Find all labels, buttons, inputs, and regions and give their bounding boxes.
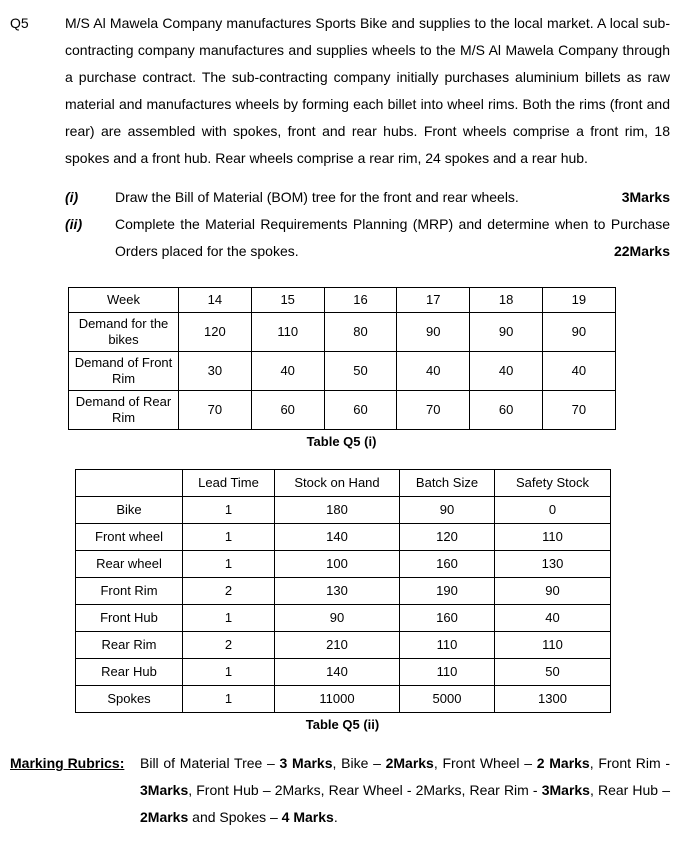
inventory-table-caption: Table Q5 (ii)	[305, 717, 380, 732]
cell-value: 130	[275, 578, 400, 605]
row-label: Bike	[76, 497, 183, 524]
row-label: Spokes	[76, 686, 183, 713]
row-label: Rear Hub	[76, 659, 183, 686]
column-header: 15	[251, 288, 324, 313]
rubric-text-run: Bill of Material Tree –	[140, 755, 280, 771]
cell-value: 11000	[275, 686, 400, 713]
cell-value: 1	[183, 551, 275, 578]
row-label: Demand of Front Rim	[69, 352, 179, 391]
table-row	[69, 352, 616, 391]
cell-value: 110	[251, 313, 324, 352]
cell-value: 90	[470, 313, 543, 352]
cell-value: 90	[397, 313, 470, 352]
question-paragraph: M/S Al Mawela Company manufactures Sports Bike and supplies to the local market. A local sub-contracting company manufactures and supplies wheels to the M/S Al Mawela Company through a purchase contract. The sub-contracting company initially purchases aluminium billets as raw material and manufactures wheels by forming each billet into wheel rims. Both the rims (front and rear) are assembled with spokes, front and rear hubs. Front wheels comprise a front rim, 18 spokes and a front hub. Rear wheels comprise a rear rim, 24 spokes and a rear hub.	[65, 15, 670, 166]
table-row	[76, 605, 611, 632]
cell-value: 1	[183, 524, 275, 551]
marks-emphasis: 2Marks	[385, 755, 434, 771]
subpart-i-label: (i)	[65, 189, 79, 205]
header-row	[76, 470, 611, 497]
rubric-text-run: , Front Hub – 2Marks, Rear Wheel - 2Marks, Rear Rim -	[188, 782, 542, 798]
rubrics-heading: Marking Rubrics:	[10, 755, 125, 771]
cell-value: 90	[495, 578, 611, 605]
row-label: Front Hub	[76, 605, 183, 632]
column-header: Lead Time	[183, 470, 275, 497]
column-header: 16	[324, 288, 397, 313]
subpart-i-text: Draw the Bill of Material (BOM) tree for the front and rear wheels.	[115, 189, 519, 205]
marks-emphasis: 4 Marks	[281, 809, 334, 825]
rubric-text-run: , Front Rim -	[589, 755, 670, 771]
cell-value: 40	[470, 352, 543, 391]
table-row	[76, 659, 611, 686]
column-header	[76, 470, 183, 497]
row-label: Front wheel	[76, 524, 183, 551]
cell-value: 1	[183, 686, 275, 713]
rubric-text-run: .	[333, 809, 338, 825]
column-header: 19	[542, 288, 615, 313]
subpart-ii-marks: 22Marks	[613, 243, 670, 259]
subpart-i	[65, 184, 670, 211]
column-header: 17	[397, 288, 470, 313]
cell-value: 120	[179, 313, 252, 352]
cell-value: 60	[324, 391, 397, 430]
cell-value: 120	[400, 524, 495, 551]
column-header: 18	[470, 288, 543, 313]
cell-value: 5000	[400, 686, 495, 713]
cell-value: 60	[251, 391, 324, 430]
cell-value: 50	[324, 352, 397, 391]
question-block	[10, 10, 670, 172]
subparts	[65, 184, 670, 265]
cell-value: 130	[495, 551, 611, 578]
cell-value: 160	[400, 551, 495, 578]
cell-value: 40	[251, 352, 324, 391]
demand-table-caption: Table Q5 (i)	[306, 434, 377, 449]
subpart-i-marks: 3Marks	[621, 189, 670, 205]
row-label: Demand of Rear Rim	[69, 391, 179, 430]
marks-emphasis: 3 Marks	[279, 755, 333, 771]
cell-value: 210	[275, 632, 400, 659]
cell-value: 50	[495, 659, 611, 686]
table-row	[76, 578, 611, 605]
header-row	[69, 288, 616, 313]
cell-value: 70	[397, 391, 470, 430]
column-header: Stock on Hand	[275, 470, 400, 497]
cell-value: 110	[495, 632, 611, 659]
rubric-text-run: , Bike –	[332, 755, 386, 771]
cell-value: 100	[275, 551, 400, 578]
cell-value: 70	[542, 391, 615, 430]
cell-value: 40	[542, 352, 615, 391]
table-row	[76, 524, 611, 551]
rubric-text-run: , Rear Hub –	[589, 782, 670, 798]
table-row	[76, 686, 611, 713]
cell-value: 40	[495, 605, 611, 632]
subpart-ii	[65, 211, 670, 265]
table-row	[76, 497, 611, 524]
rubrics-text	[140, 750, 670, 831]
row-label: Rear wheel	[76, 551, 183, 578]
table-row	[69, 313, 616, 352]
column-header: 14	[179, 288, 252, 313]
cell-value: 90	[275, 605, 400, 632]
cell-value: 60	[470, 391, 543, 430]
cell-value: 110	[495, 524, 611, 551]
marks-emphasis: 2Marks	[140, 809, 189, 825]
cell-value: 110	[400, 659, 495, 686]
cell-value: 2	[183, 632, 275, 659]
cell-value: 90	[542, 313, 615, 352]
cell-value: 80	[324, 313, 397, 352]
cell-value: 0	[495, 497, 611, 524]
cell-value: 90	[400, 497, 495, 524]
cell-value: 1	[183, 659, 275, 686]
cell-value: 140	[275, 659, 400, 686]
cell-value: 190	[400, 578, 495, 605]
cell-value: 1	[183, 605, 275, 632]
marks-emphasis: 2 Marks	[536, 755, 590, 771]
rubric-text-run: and Spokes –	[188, 809, 282, 825]
subpart-ii-text: Complete the Material Requirements Planning (MRP) and determine when to Purchase Orders placed for the spokes.	[115, 216, 670, 259]
table-row	[69, 391, 616, 430]
row-label: Front Rim	[76, 578, 183, 605]
row-label: Rear Rim	[76, 632, 183, 659]
subpart-ii-label: (ii)	[65, 216, 83, 232]
demand-table-block	[68, 287, 615, 451]
cell-value: 1	[183, 497, 275, 524]
cell-value: 180	[275, 497, 400, 524]
cell-value: 1300	[495, 686, 611, 713]
column-header: Safety Stock	[495, 470, 611, 497]
marks-emphasis: 3Marks	[140, 782, 189, 798]
cell-value: 140	[275, 524, 400, 551]
question-number: Q5	[10, 15, 29, 31]
cell-value: 160	[400, 605, 495, 632]
inventory-table	[75, 469, 611, 713]
inventory-table-block	[75, 469, 610, 734]
marks-emphasis: 3Marks	[541, 782, 590, 798]
table-row	[76, 551, 611, 578]
cell-value: 70	[179, 391, 252, 430]
column-header: Week	[69, 288, 179, 313]
rubric-text-run: , Front Wheel –	[433, 755, 537, 771]
marking-rubrics	[10, 750, 670, 831]
cell-value: 110	[400, 632, 495, 659]
row-label: Demand for the bikes	[69, 313, 179, 352]
cell-value: 2	[183, 578, 275, 605]
column-header: Batch Size	[400, 470, 495, 497]
cell-value: 30	[179, 352, 252, 391]
table-row	[76, 632, 611, 659]
demand-table	[68, 287, 616, 430]
cell-value: 40	[397, 352, 470, 391]
